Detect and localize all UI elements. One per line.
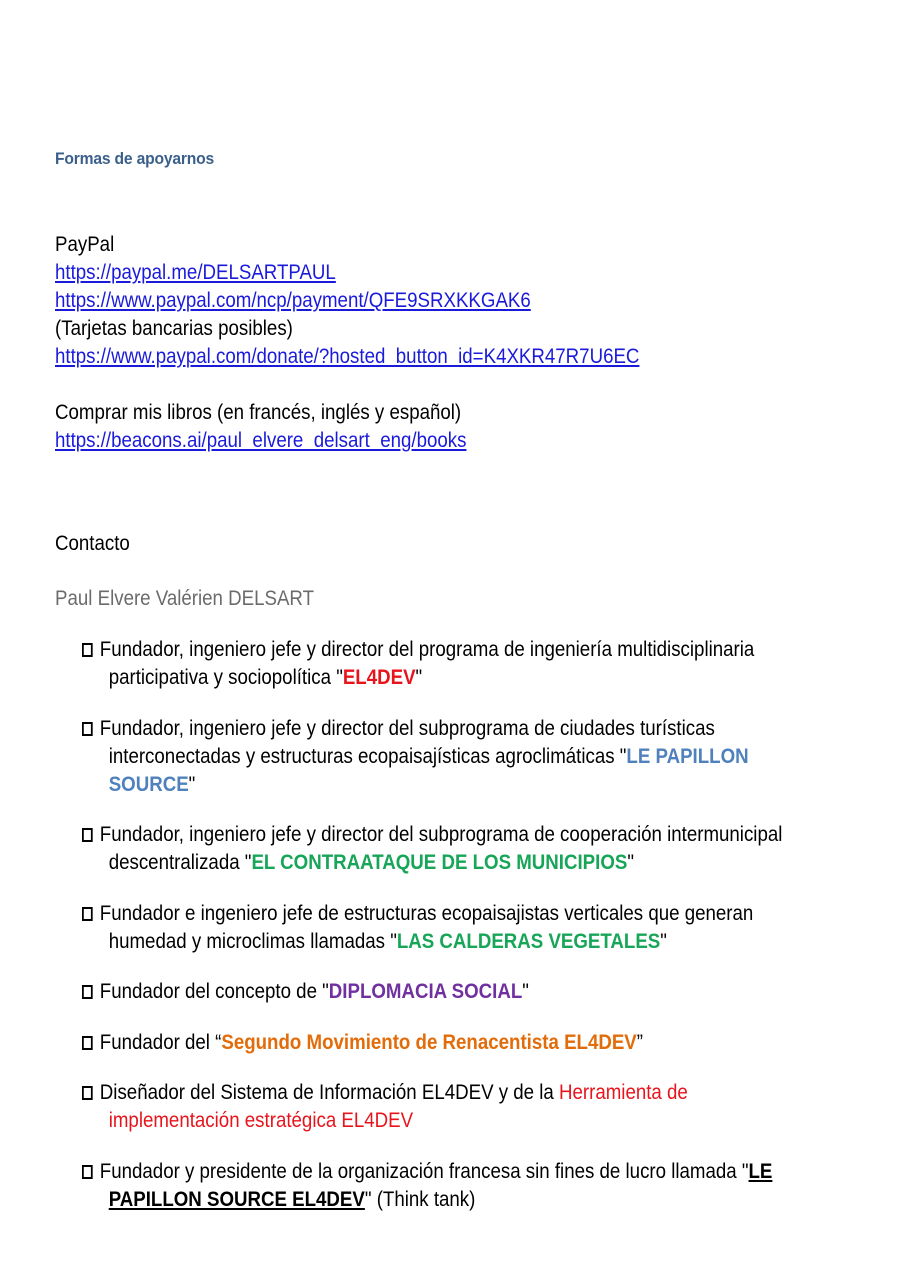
cards-note: (Tarjetas bancarias posibles) <box>55 317 293 340</box>
role-text: Fundador del “ <box>99 1031 222 1054</box>
role-highlight: Herramienta de <box>558 1081 688 1104</box>
role-text: Fundador, ingeniero jefe y director del programa de ingeniería multidisciplinaria <box>99 638 755 661</box>
role-text: humedad y microclimas llamadas " <box>108 930 397 953</box>
role-text: Fundador y presidente de la organización francesa sin fines de lucro llamada " <box>99 1160 749 1183</box>
role-text: " <box>627 851 634 874</box>
role-highlight: LE <box>748 1160 773 1183</box>
checkbox-square-icon <box>82 1165 93 1179</box>
role-item <box>82 1158 839 1214</box>
role-text: Fundador del concepto de " <box>99 980 329 1003</box>
contact-label: Contacto <box>55 532 130 555</box>
checkbox-square-icon <box>82 1036 93 1050</box>
role-text: " (Think tank) <box>364 1188 476 1211</box>
paypal-label: PayPal <box>55 233 115 256</box>
checkbox-square-icon <box>82 643 93 657</box>
checkbox-square-icon <box>82 828 93 842</box>
role-item <box>82 821 839 877</box>
role-item <box>82 636 839 692</box>
role-highlight: Segundo Movimiento de Renacentista EL4DEV <box>221 1031 637 1054</box>
role-text: " <box>660 930 667 953</box>
paypal-payment-link[interactable]: https://www.paypal.com/ncp/payment/QFE9SRXKKGAK6 <box>55 289 531 312</box>
checkbox-square-icon <box>82 722 93 736</box>
role-highlight: implementación estratégica EL4DEV <box>108 1109 414 1132</box>
role-text: ” <box>636 1031 644 1054</box>
role-item <box>82 1029 839 1057</box>
role-highlight: EL CONTRAATAQUE DE LOS MUNICIPIOS <box>251 851 628 874</box>
role-text: Fundador e ingeniero jefe de estructuras ecopaisajistas verticales que generan <box>99 902 754 925</box>
role-text: " <box>188 773 196 796</box>
role-text: Fundador, ingeniero jefe y director del subprograma de ciudades turísticas <box>99 717 715 740</box>
books-label: Comprar mis libros (en francés, inglés y español) <box>55 401 462 424</box>
role-text: interconectadas y estructuras ecopaisajísticas agroclimáticas " <box>108 745 627 768</box>
role-highlight: EL4DEV <box>342 666 416 689</box>
role-text: descentralizada " <box>108 851 252 874</box>
role-highlight: DIPLOMACIA SOCIAL <box>328 980 523 1003</box>
role-text: participativa y sociopolítica " <box>108 666 343 689</box>
role-highlight: PAPILLON SOURCE EL4DEV <box>108 1188 365 1211</box>
role-text: " <box>415 666 423 689</box>
role-text: Fundador, ingeniero jefe y director del subprograma de cooperación intermunicipal <box>99 823 783 846</box>
checkbox-square-icon <box>82 1086 93 1100</box>
paypal-donate-link[interactable]: https://www.paypal.com/donate/?hosted_button_id=K4XKR47R7U6EC <box>55 345 640 368</box>
role-item <box>82 978 839 1006</box>
checkbox-square-icon <box>82 985 93 999</box>
role-item <box>82 900 839 956</box>
role-item <box>82 1079 839 1135</box>
role-text: Diseñador del Sistema de Información EL4DEV y de la <box>99 1081 559 1104</box>
contact-name: Paul Elvere Valérien DELSART <box>55 587 315 610</box>
role-item <box>82 715 839 799</box>
paypal-me-link[interactable]: https://paypal.me/DELSARTPAUL <box>55 261 336 284</box>
role-highlight: LE PAPILLON <box>626 745 749 768</box>
section-heading: Formas de apoyarnos <box>55 149 215 168</box>
role-text: " <box>522 980 529 1003</box>
role-highlight: SOURCE <box>108 773 189 796</box>
checkbox-square-icon <box>82 907 93 921</box>
books-link[interactable]: https://beacons.ai/paul_elvere_delsart_eng/books <box>55 429 467 452</box>
role-highlight: LAS CALDERAS VEGETALES <box>396 930 661 953</box>
